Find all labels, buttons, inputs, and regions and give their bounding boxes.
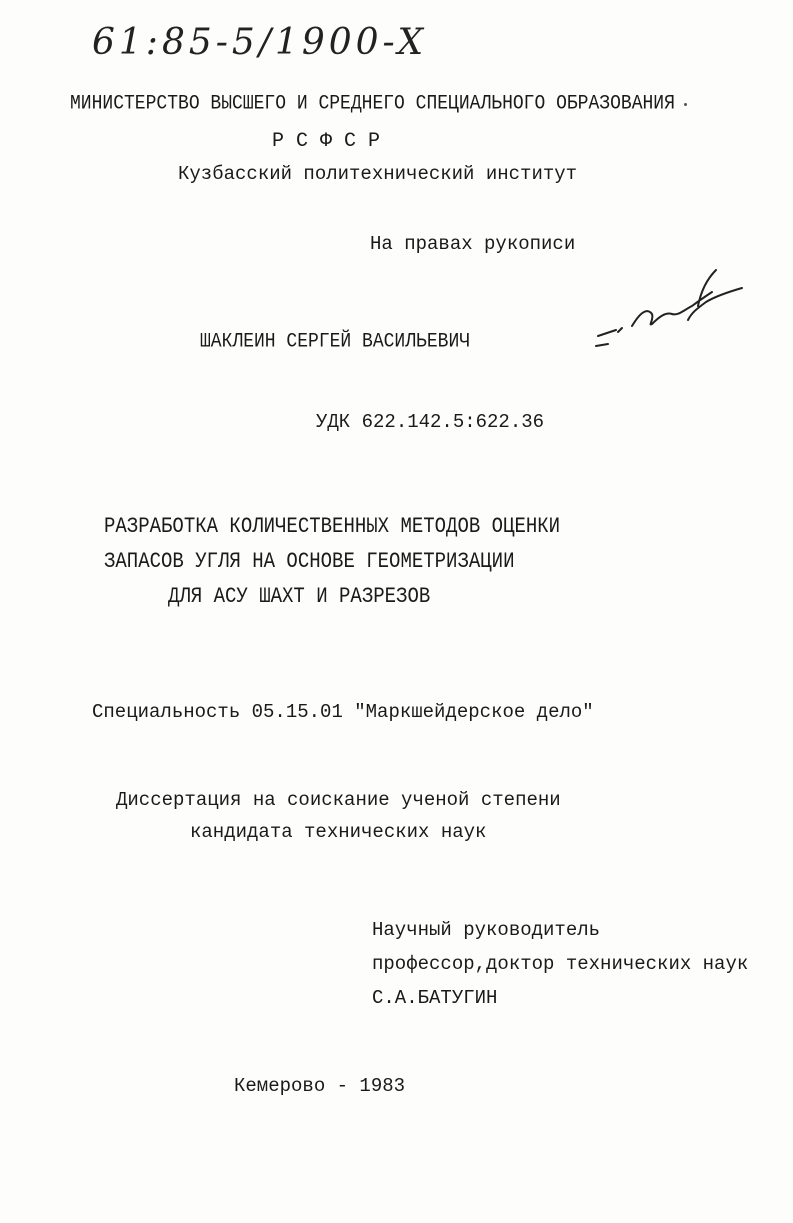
dissertation-line-2: кандидата технических наук [190,821,487,843]
title-line-1: РАЗРАБОТКА КОЛИЧЕСТВЕННЫХ МЕТОДОВ ОЦЕНКИ [104,513,561,539]
supervisor-name: С.А.БАТУГИН [372,987,498,1009]
manuscript-rights: На правах рукописи [370,233,576,255]
author-signature [588,266,748,356]
ministry-heading: МИНИСТЕРСТВО ВЫСШЕГО И СРЕДНЕГО СПЕЦИАЛЬНОГО ОБРАЗОВАНИЯ [70,92,675,116]
supervisor-label: Научный руководитель [372,919,601,941]
archive-number-handwritten: 61:85-5/1900-X [92,22,428,63]
title-line-2: ЗАПАСОВ УГЛЯ НА ОСНОВЕ ГЕОМЕТРИЗАЦИИ [104,548,515,574]
place-year: Кемерово - 1983 [234,1075,406,1097]
stray-mark [684,103,687,106]
republic-heading: Р С Ф С Р [272,130,381,153]
institute-name: Кузбасский политехнический институт [178,163,578,185]
supervisor-degree: профессор,доктор технических наук [372,953,749,975]
dissertation-line-1: Диссертация на соискание ученой степени [116,789,561,811]
author-name: ШАКЛЕИН СЕРГЕЙ ВАСИЛЬЕВИЧ [200,330,471,354]
specialty-line: Специальность 05.15.01 "Маркшейдерское дело" [92,701,594,723]
title-line-3: ДЛЯ АСУ ШАХТ И РАЗРЕЗОВ [168,583,431,609]
udk-code: УДК 622.142.5:622.36 [316,411,545,433]
